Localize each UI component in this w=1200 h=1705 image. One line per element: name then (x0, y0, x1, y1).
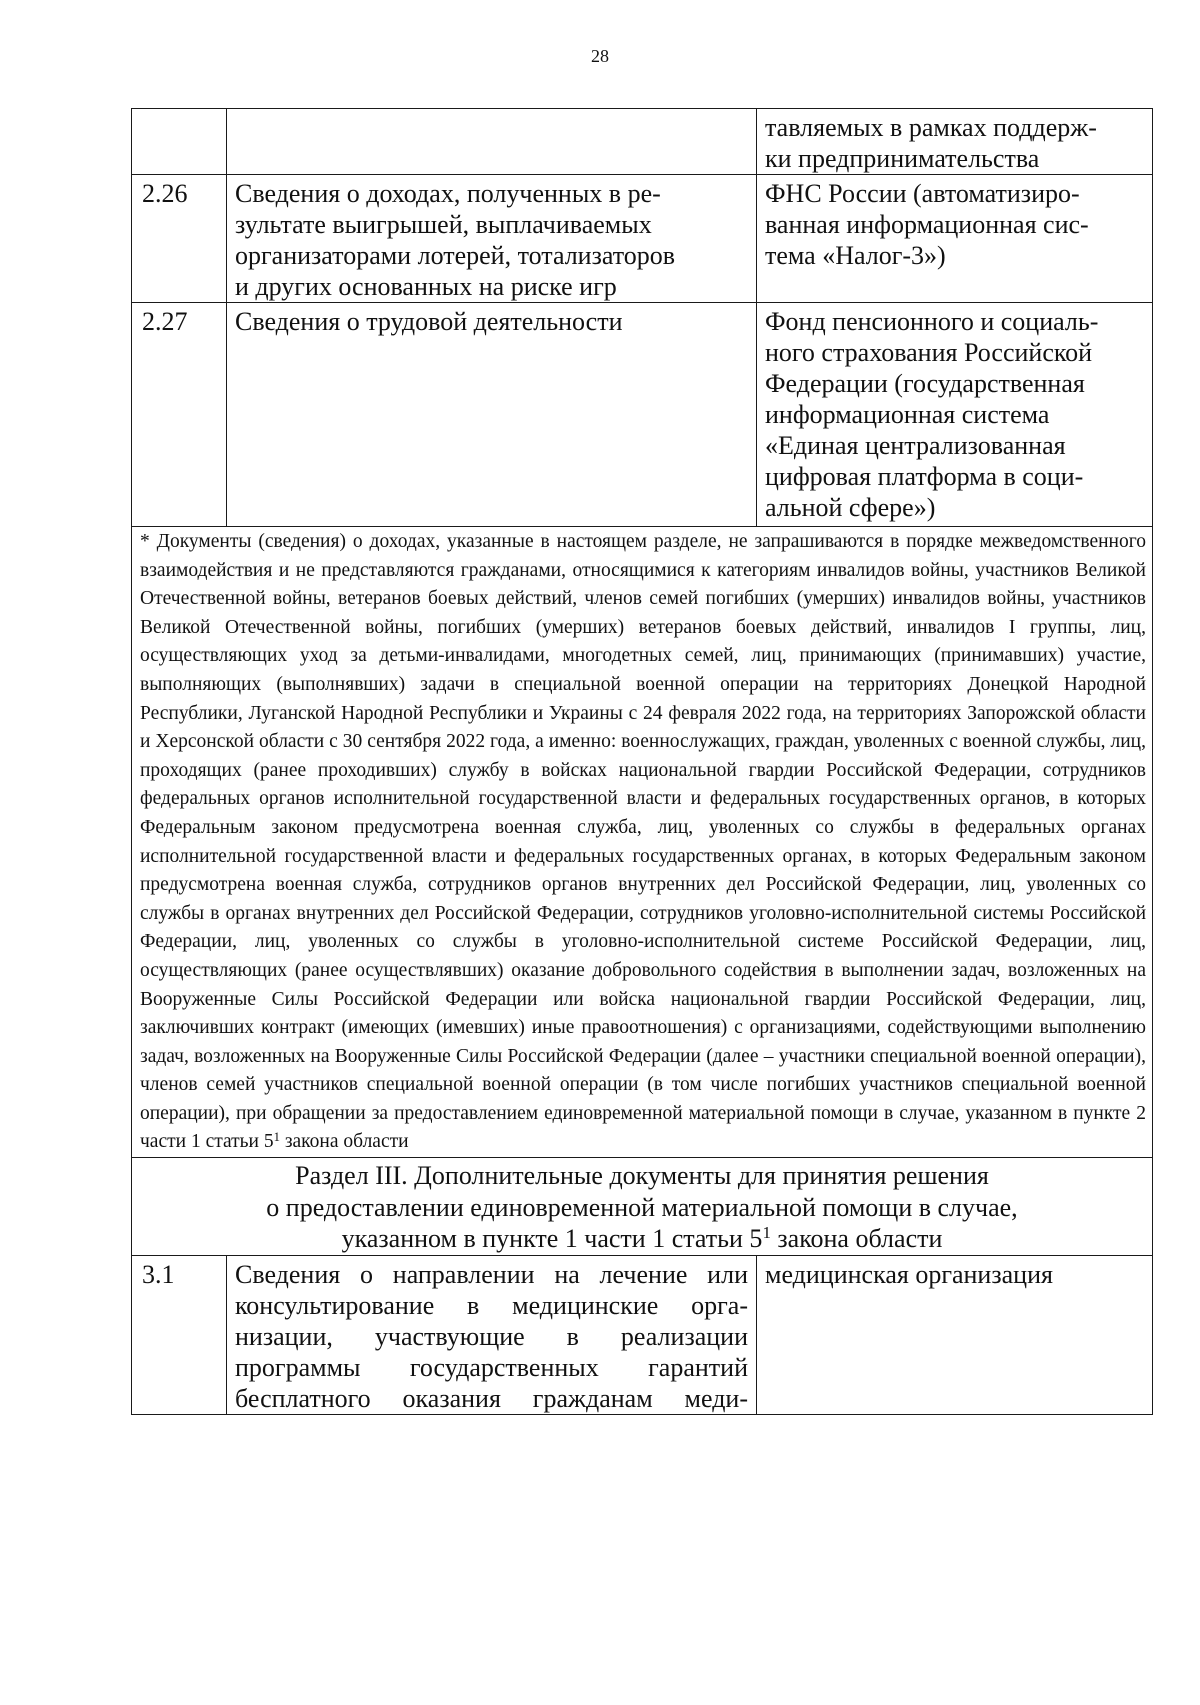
description-line: программы государственных гарантий (235, 1352, 748, 1382)
row-description: Сведения о трудовой деятельности (227, 303, 757, 527)
footnote-tail: закона области (279, 1131, 409, 1153)
source-line: информационная система (765, 400, 1050, 429)
table-row-continuation (132, 109, 1153, 175)
source-line: Федерации (государственная (765, 369, 1085, 398)
source-line: альной сфере») (765, 493, 936, 522)
source-line: ФНС России (автоматизиро- (765, 179, 1080, 208)
section-heading-line (140, 1223, 1144, 1255)
section-heading-line: о предоставлении единовременной материальной помощи в случае, (266, 1192, 1018, 1222)
section-heading-text: указанном в пункте 1 части 1 статьи 5 (341, 1224, 763, 1254)
description-line: Сведения о доходах, полученных в ре- (235, 179, 661, 208)
section-heading-line: Раздел III. Дополнительные документы для принятия решения (295, 1161, 989, 1191)
description-line: и других основанных на риске игр (235, 272, 617, 301)
footnote-superscript: 1 (273, 1129, 280, 1144)
row-number: 2.27 (132, 303, 227, 527)
row-description (227, 1255, 757, 1414)
source-line: цифровая платформа в соци- (765, 462, 1084, 491)
table-row-2-27 (132, 303, 1153, 527)
description-line: организаторами лотерей, тотализаторов (235, 241, 676, 270)
description-line: бесплатного оказания гражданам меди- (235, 1383, 748, 1413)
source-line: ки предпринимательства (765, 144, 1040, 173)
section-heading (132, 1158, 1153, 1256)
source-line: ного страхования Российской (765, 338, 1093, 367)
description-line: консультирование в медицинские орга- (235, 1290, 748, 1320)
section-heading-text: закона области (770, 1224, 943, 1254)
row-number: 3.1 (132, 1255, 227, 1414)
table-row-3-1 (132, 1255, 1153, 1414)
documents-table (131, 108, 1153, 1415)
row-number-cell (132, 109, 227, 175)
page-number: 28 (591, 46, 609, 66)
source-line: тавляемых в рамках поддерж- (765, 113, 1097, 142)
source-line: ванная информационная сис- (765, 210, 1089, 239)
row-description-cell (227, 109, 757, 175)
row-number: 2.26 (132, 175, 227, 303)
source-line: Фонд пенсионного и социаль- (765, 307, 1099, 336)
footnote-text: * Документы (сведения) о доходах, указанные в настоящем разделе, не запрашиваются в порядке межведомственного взаимодействия и не представляются гражданами, относящимися к категориям инвалидов войны, участников Великой Отечественной войны, ветеранов боевых действий, членов семей погибших (умерших) инвалидов войны, участников Великой Отечественной войны, погибших (умерших) ветеранов боевых действий, инвалидов I группы, лиц, осуществляющих уход за детьми-инвалидами, многодетных семей, лиц, принимающих (принимавших) участие, выполняющих (выполнявших) задачи в специальной военной операции на территориях Донецкой Народной Республики, Луганской Народной Республики и Украины с 24 февраля 2022 года, на территориях Запорожской области и Херсонской области с 30 сентября 2022 года, а именно: военнослужащих, граждан, уволенных с военной службы, лиц, проходящих (ранее проходивших) службу в войсках национальной гвардии Российской Федерации, сотрудников федеральных органов исполнительной государственной власти и федеральных государственных органов, в которых Федеральным законом предусмотрена военная служба, лиц, уволенных со службы в федеральных органах исполнительной государственной власти и федеральных государственных органах, в которых Федеральным законом предусмотрена военная служба, сотрудников органов внутренних дел Российской Федерации, лиц, уволенных со службы в органах внутренних дел Российской Федерации, сотрудников уголовно-исполнительной системы Российской Федерации, лиц, уволенных со службы в уголовно-исполнительной системе Российской Федерации, лиц, осуществляющих (ранее осуществлявших) оказание добровольного содействия в выполнении задач, возложенных на Вооруженные Силы Российской Федерации или войска национальной гвардии Российской Федерации, лиц, заключивших контракт (имеющих (имевших) иные правоотношения) с организациями, содействующими выполнению задач, возложенных на Вооруженные Силы Российской Федерации (далее – участники специальной военной операции), членов семей участников специальной военной операции (в том числе погибших участников специальной военной операции), при обращении за предоставлением единовременной материальной помощи в случае, указанном в пункте 2 части 1 статьи 5 (140, 531, 1146, 1153)
source-line: тема «Налог-3») (765, 241, 946, 270)
row-source (757, 303, 1153, 527)
description-line: Сведения о направлении на лечение или (235, 1259, 748, 1289)
row-source-cell (757, 109, 1153, 175)
row-source: медицинская организация (757, 1255, 1153, 1414)
row-source (757, 175, 1153, 303)
section-heading-superscript: 1 (762, 1222, 771, 1242)
row-description (227, 175, 757, 303)
description-line: зультате выигрышей, выплачиваемых (235, 210, 652, 239)
table-row-footnote (132, 527, 1153, 1158)
source-line: «Единая централизованная (765, 431, 1066, 460)
table-row-section-3 (132, 1158, 1153, 1256)
footnote (132, 527, 1153, 1158)
description-line: низации, участвующие в реализации (235, 1321, 748, 1351)
table-row-2-26 (132, 175, 1153, 303)
